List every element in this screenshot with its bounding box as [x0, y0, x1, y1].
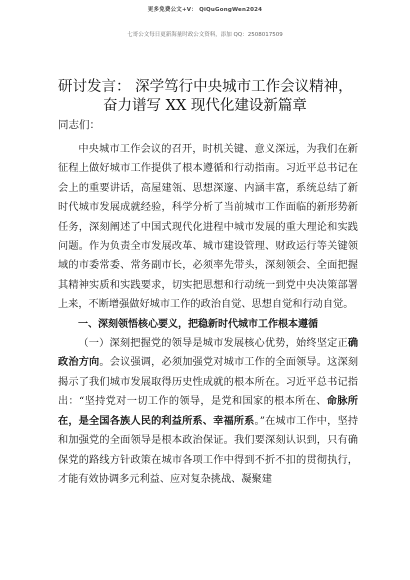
- intro-paragraph: 中央城市工作会议的召开，时机关键、意义深远，为我们在新征程上做好城市工作提供了根本遵循和行动指南。习近平总书记在会上的重要讲话，高屋建瓴、思想深邃、内涵丰富，系统总结了新时代城市发展成就经验，科学分析了当前城市工作面临的新形势新任务，深刻阐述了中国式现代化进程中城市发展的重大理论和实践问题。作为负责全市发展改革、城市建设管理、财政运行等关键领域的市委常委、常务副市长，必须率先带头，深刻领会、全面把握其精神实质和实践要求，切实把思想和行动统一到党中央决策部署上来，不断增强做好城市工作的政治自觉、思想自觉和行动自觉。: [58, 144, 358, 311]
- header-notice: 七哥公文每日更新海量时政公文资料，添加 QQ：2508017509: [127, 32, 283, 38]
- header-watermark: 更多免费公文+V： QiQuGongWen2024: [147, 7, 263, 13]
- paragraph-2-bold-2: 命脉所在，是全国各族人民的利益所系、幸福所系: [58, 396, 358, 427]
- section-heading-1: 一、深刻领悟核心要义，把稳新时代城市工作根本遵循: [78, 318, 318, 330]
- paragraph-2-text-3: 。”在城市工作中，坚持和加强党的全面领导是根本政治保证。我们要深刻认识到，只有确保党的路线方针政策在城市各项工作中得到不折不扣的贯彻执行，才能有效协调多元利益、应对复杂挑战、凝聚建: [58, 415, 359, 485]
- salutation: 同志们：: [58, 119, 100, 131]
- title-line-2: 奋力谱写 XX 现代化建设新篇章: [103, 98, 307, 114]
- paragraph-2-bold-1: 确政治方向: [58, 338, 358, 369]
- title-line-1: 研讨发言： 深学笃行中央城市工作会议精神，: [58, 79, 353, 95]
- page-title: [58, 78, 358, 116]
- paragraph-2: [58, 334, 358, 489]
- paragraph-2-text-2: 。会议强调，必须加强党对城市工作的全面领导。这深刻揭示了我们城市发展取得历史性成就的根本所在。习近平总书记指出：“坚持党对一切工作的领导，是党和国家的根本所在、: [58, 357, 359, 408]
- document-body: [58, 140, 358, 489]
- paragraph-2-text-1: （一）深刻把握党的领导是城市发展核心优势，始终坚定正: [78, 338, 348, 350]
